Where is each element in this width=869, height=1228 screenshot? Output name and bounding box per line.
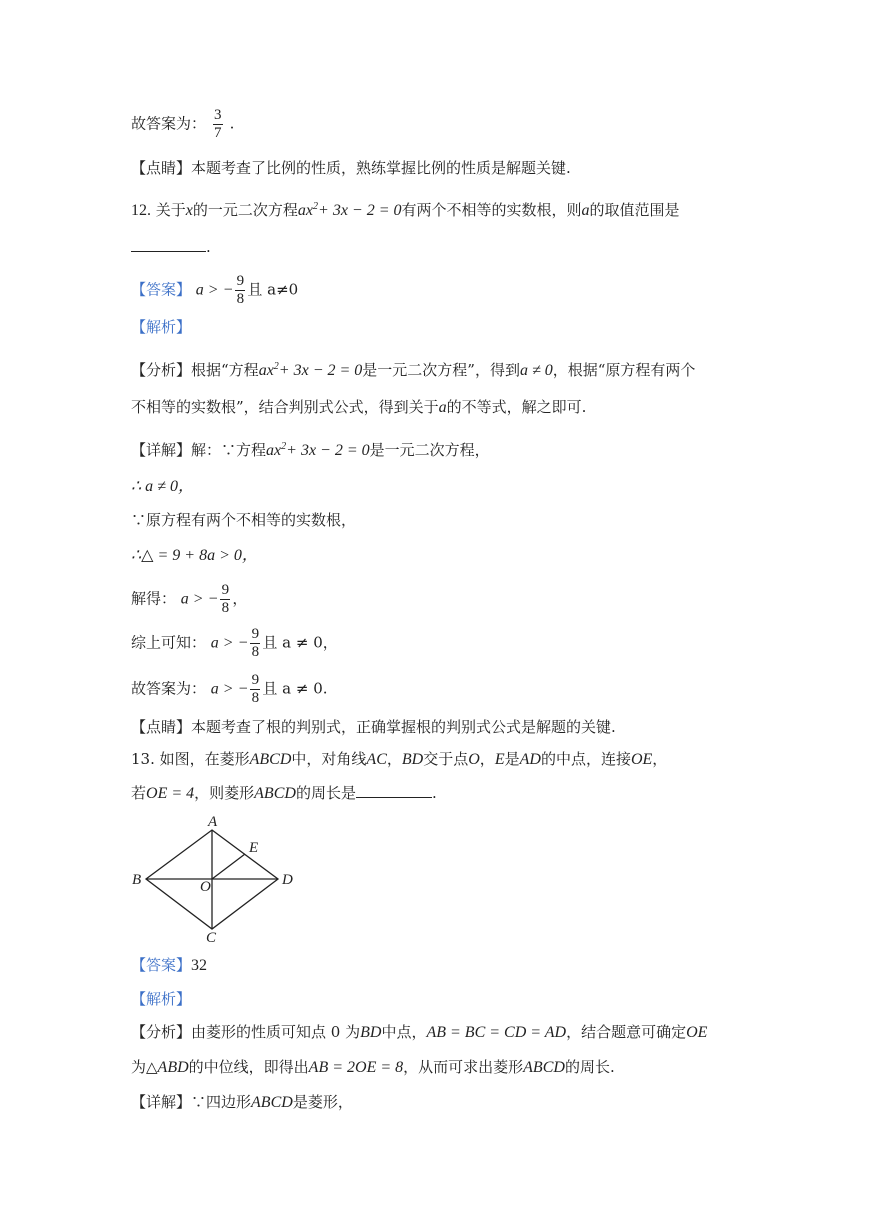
numerator: 9	[251, 626, 260, 642]
text: 综上可知：	[131, 633, 207, 652]
text: 交于点	[423, 750, 469, 768]
text: 的中点，连接	[540, 750, 631, 768]
fraction	[250, 673, 260, 706]
math: AC	[366, 751, 387, 768]
text: 的周长是	[295, 784, 356, 802]
math: BD	[401, 751, 424, 768]
equation: OE = 4	[146, 785, 195, 802]
text: ，从而可求出菱形	[403, 1058, 524, 1076]
equation: + 3x − 2 = 0	[278, 362, 363, 379]
text: 中，对角线	[291, 750, 367, 768]
equation: AB = 2OE = 8	[308, 1059, 404, 1076]
denominator: 8	[236, 291, 245, 307]
text: ，	[479, 750, 495, 768]
var-a: a	[581, 202, 590, 219]
math: ABCD	[249, 751, 292, 768]
answer-blank	[131, 237, 206, 252]
text: 解得：	[131, 589, 177, 608]
q12-xiangjie	[131, 437, 490, 461]
text: ，	[386, 750, 402, 768]
answer-value: 32	[191, 957, 208, 974]
math: BD	[360, 1024, 382, 1041]
math: ABCD	[254, 785, 296, 802]
math: OE	[630, 751, 653, 768]
period: .	[431, 784, 437, 802]
exponent: 2	[313, 201, 319, 212]
exponent: 2	[273, 361, 279, 372]
q13-fenxi-2	[131, 1057, 615, 1078]
period: .	[229, 114, 235, 133]
label-a: A	[208, 814, 218, 830]
label: 【分析】	[131, 1023, 192, 1041]
equation: + 3x − 2 = 0	[286, 442, 370, 459]
q12-answer	[131, 274, 298, 307]
text: 是	[504, 750, 520, 768]
text: 有两个不相等的实数根，则	[401, 201, 582, 219]
fraction	[235, 274, 245, 307]
q13-stem-1	[131, 749, 667, 770]
fraction	[220, 583, 230, 616]
label-b: B	[132, 872, 142, 888]
label-e: E	[249, 840, 259, 856]
math: ABD	[157, 1059, 189, 1076]
inequality: a > −	[210, 680, 249, 698]
inequality: a > −	[210, 634, 249, 652]
text: 的取值范围是	[589, 201, 680, 219]
text: ，则菱形	[194, 784, 255, 802]
q12-stem	[131, 197, 680, 221]
text: 为△	[131, 1058, 158, 1076]
label-o: O	[200, 879, 211, 895]
step-5	[131, 627, 338, 660]
text: ，	[652, 750, 668, 768]
text: 是一元二次方程，	[369, 441, 490, 459]
numerator: 9	[221, 582, 230, 598]
q13-fenxi-1	[131, 1022, 707, 1043]
text: ，	[232, 589, 248, 608]
text: 中点，	[381, 1023, 427, 1041]
math: AD	[519, 751, 541, 768]
step-1: ∴ a ≠ 0，	[131, 478, 194, 495]
equation: ax	[266, 442, 282, 459]
inequality: a > −	[195, 281, 234, 299]
text: 是菱形，	[292, 1093, 353, 1111]
equation: + 3x − 2 = 0	[318, 202, 402, 219]
numerator: 3	[214, 107, 222, 123]
label: 【分析】	[131, 361, 192, 379]
text: 若	[131, 784, 147, 802]
numerator: 9	[251, 672, 260, 688]
q12-comment: 【点睛】本题考查了根的判别式，正确掌握根的判别式公式是解题的关键.	[131, 718, 616, 736]
denominator: 8	[251, 690, 260, 706]
q13-analysis-label: 【解析】	[131, 990, 192, 1008]
answer-blank	[356, 783, 432, 798]
math: ABCD	[251, 1094, 293, 1111]
text: 的不等式，解之即可.	[446, 398, 587, 416]
q13-stem-2	[131, 783, 437, 804]
text: 由菱形的性质可知点 0 为	[191, 1023, 361, 1041]
step-6	[131, 673, 328, 706]
denominator: 8	[221, 600, 230, 616]
text: ，根据“原方程有两个	[552, 361, 696, 379]
text: ，结合题意可确定	[566, 1023, 687, 1041]
prev-answer-line	[131, 108, 234, 141]
math: OE	[686, 1024, 708, 1041]
numerator: 9	[236, 273, 245, 289]
text: 的周长.	[564, 1058, 615, 1076]
label-d: D	[282, 872, 293, 888]
text: 的一元二次方程	[192, 201, 298, 219]
step-4	[131, 583, 247, 616]
text: ∵四边形	[191, 1093, 252, 1111]
inequality: a ≠ 0	[519, 362, 553, 379]
text: 13. 如图，在菱形	[131, 750, 250, 768]
text: 不相等的实数根”，结合判别式公式，得到关于	[131, 398, 439, 416]
math: E	[494, 751, 505, 768]
segment-oe	[212, 854, 245, 879]
label: 【详解】	[131, 1093, 192, 1111]
text: 是一元二次方程”，得到	[362, 361, 520, 379]
step-2: ∵原方程有两个不相等的实数根，	[131, 511, 357, 529]
q12-fenxi-1	[131, 357, 695, 381]
q13-answer	[131, 955, 207, 976]
label: 【详解】	[131, 441, 192, 459]
question-number: 12.	[131, 202, 151, 219]
text: 根据“方程	[191, 361, 259, 379]
q13-xiangjie	[131, 1092, 353, 1113]
period: .	[206, 238, 211, 256]
equation: ax	[258, 362, 274, 379]
fraction	[250, 627, 260, 660]
inequality: a > −	[180, 590, 219, 608]
fraction	[213, 108, 223, 141]
var-x: x	[185, 202, 193, 219]
math: O	[468, 751, 480, 768]
rhombus-figure	[130, 812, 298, 945]
answer-label: 【答案】	[131, 280, 192, 299]
math: ABCD	[523, 1059, 565, 1076]
q12-analysis-label: 【解析】	[131, 318, 192, 336]
text: 的中位线，即得出	[188, 1058, 309, 1076]
equation: ax	[297, 202, 314, 219]
text: 且 a ≠ 0，	[262, 633, 338, 652]
answer-tail: 且 a≠0	[247, 280, 299, 299]
step-3: ∴△ = 9 + 8a > 0，	[131, 547, 258, 564]
q12-fenxi-2	[131, 397, 586, 418]
text: 故答案为：	[131, 679, 207, 698]
answer-prefix: 故答案为：	[131, 114, 207, 133]
var-a: a	[438, 399, 447, 416]
text: 解：∵方程	[191, 441, 267, 459]
denominator: 7	[214, 125, 222, 141]
equation: AB = BC = CD = AD	[426, 1024, 567, 1041]
denominator: 8	[251, 644, 260, 660]
prev-comment: 【点睛】本题考查了比例的性质，熟练掌握比例的性质是解题关键.	[131, 159, 571, 177]
answer-label: 【答案】	[131, 956, 192, 974]
label-c: C	[206, 930, 217, 945]
exponent: 2	[281, 441, 287, 452]
q12-blank-line	[131, 237, 211, 257]
text: 关于	[155, 201, 186, 219]
text: 且 a ≠ 0.	[262, 679, 328, 698]
